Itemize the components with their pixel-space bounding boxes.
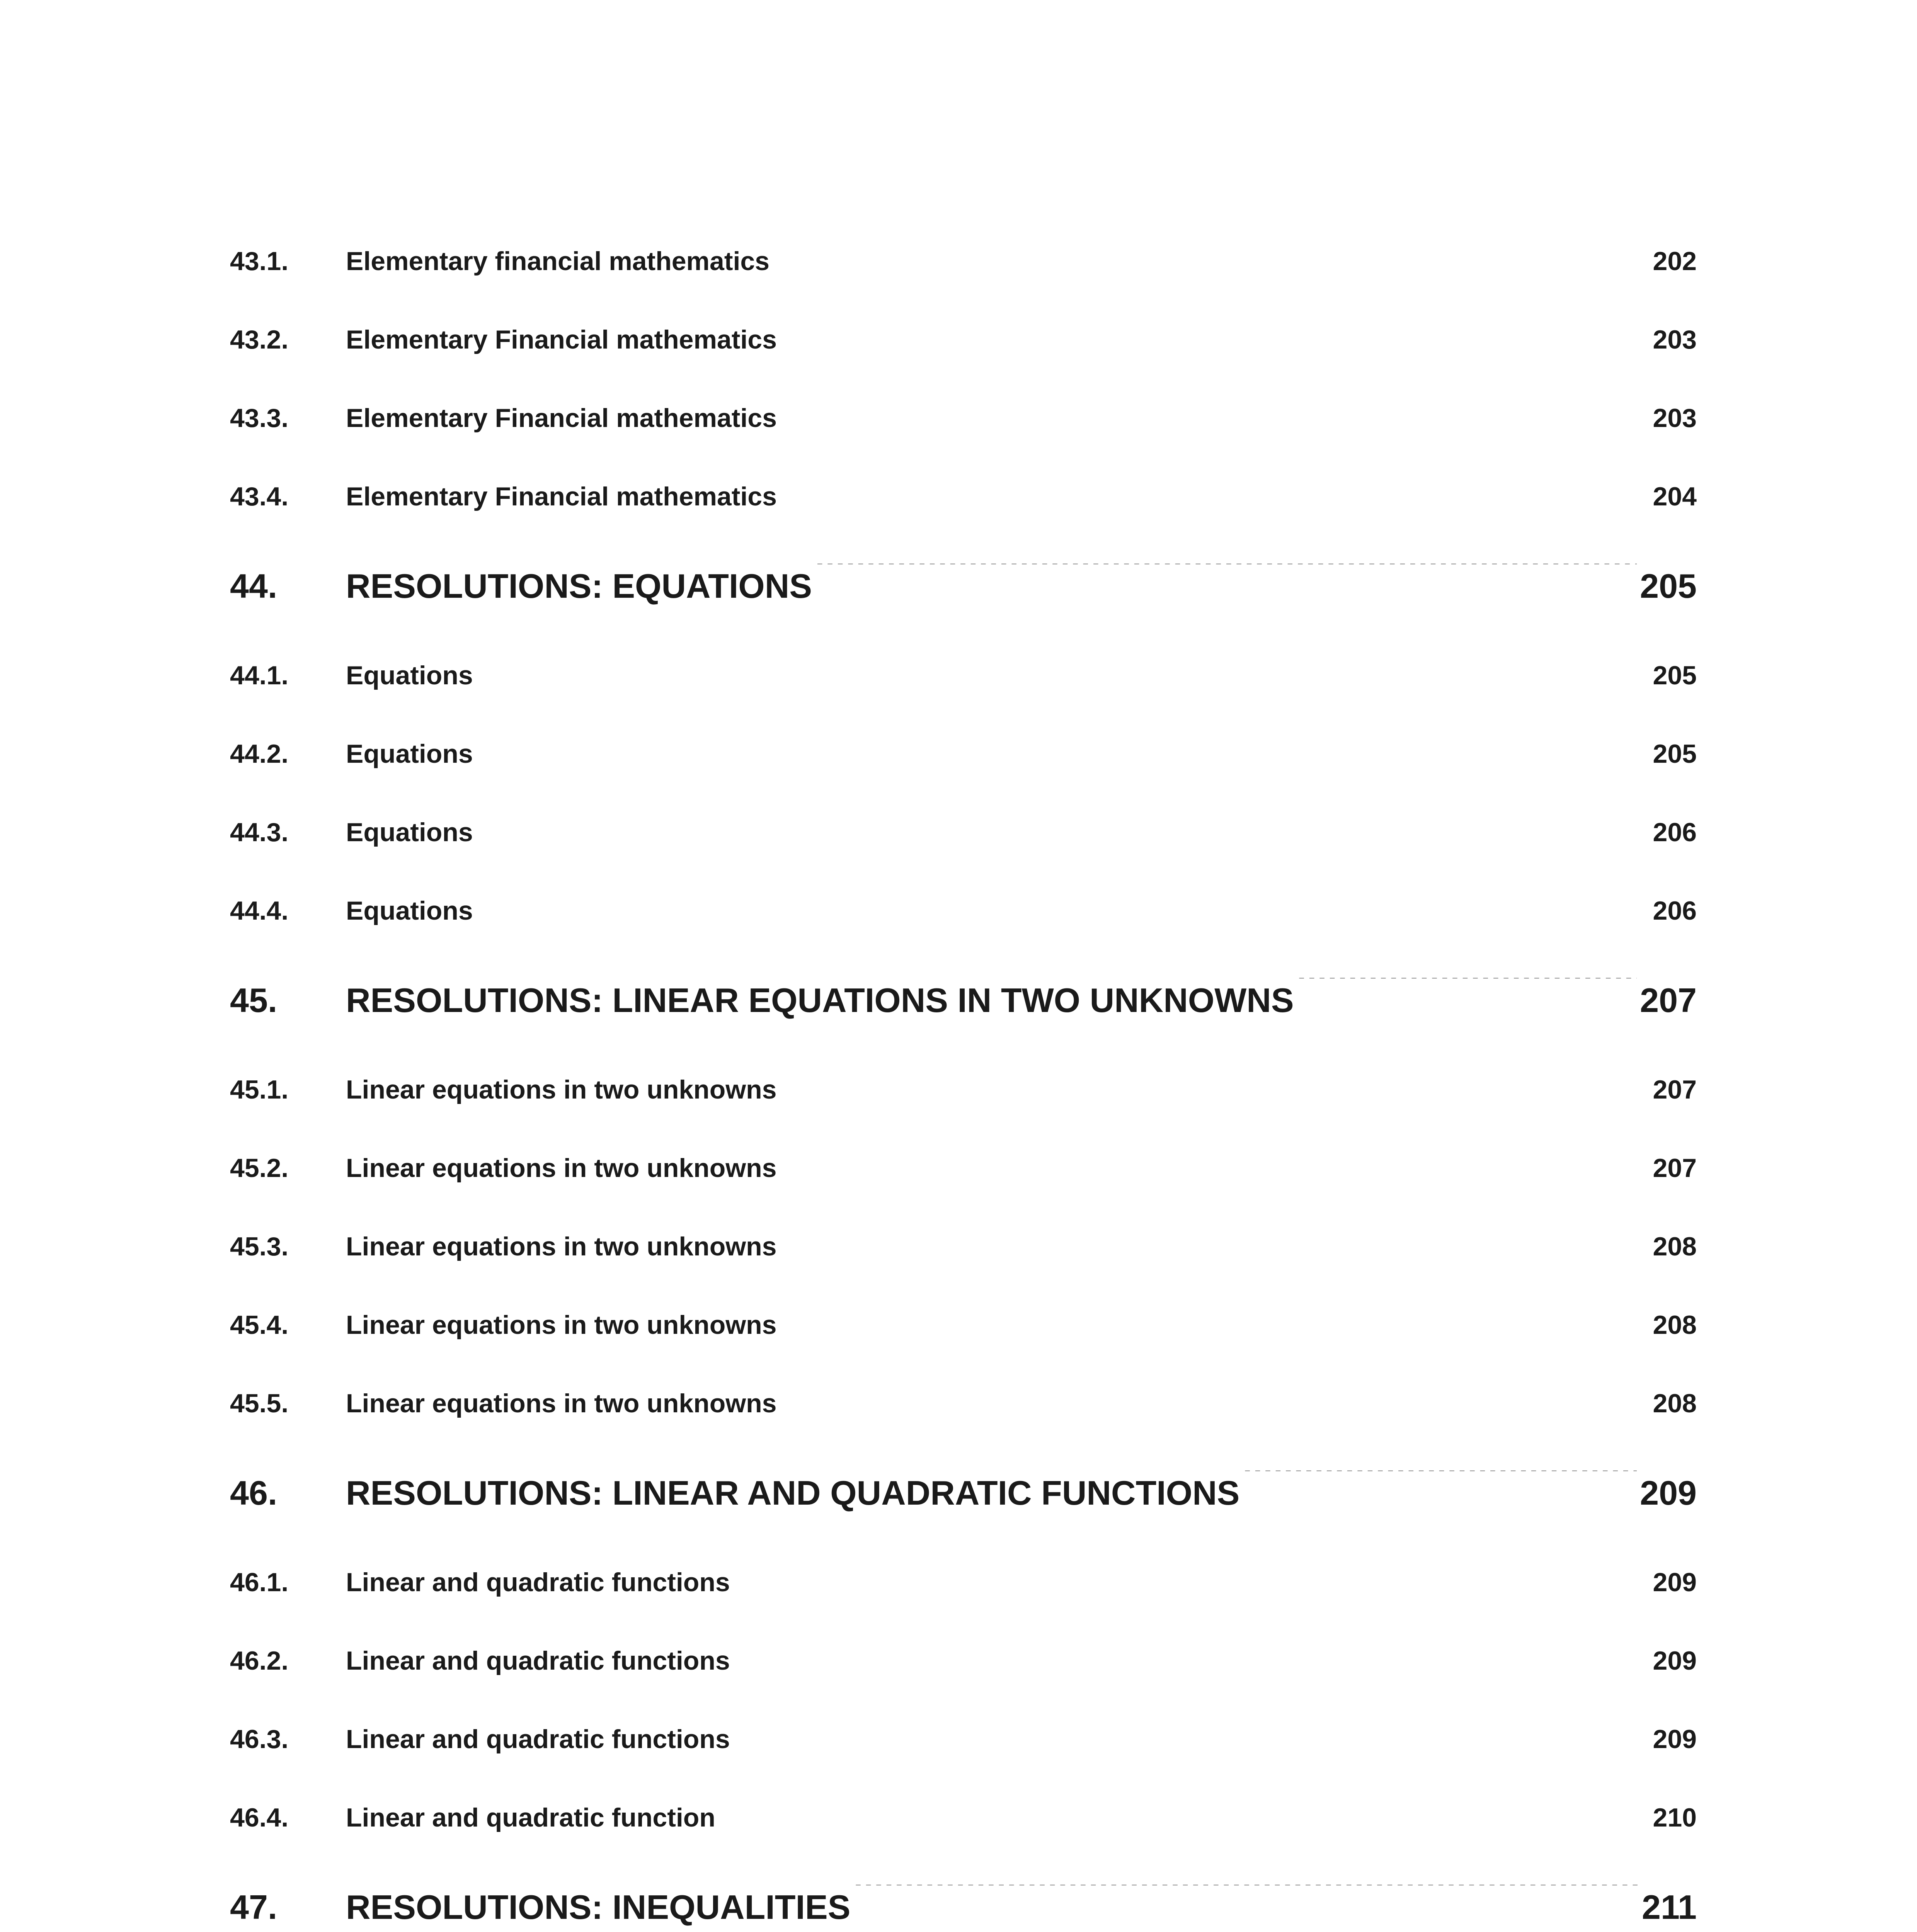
toc-entry-title: Linear equations in two unknowns xyxy=(346,1232,777,1261)
toc-chapter-page: 205 xyxy=(1640,567,1697,605)
toc-leader-dots xyxy=(733,1565,1650,1591)
toc-entry-title: Equations xyxy=(346,818,473,847)
toc-entry[interactable] xyxy=(230,1286,1697,1364)
toc-leader-dots xyxy=(733,1643,1650,1670)
toc-leader-dots xyxy=(476,893,1650,920)
toc-entry-page: 208 xyxy=(1653,1389,1697,1418)
toc-leader-dots xyxy=(780,322,1650,349)
toc-entry-title: Equations xyxy=(346,896,473,925)
toc-entry-number: 44.1. xyxy=(230,661,289,690)
toc-entry-page: 203 xyxy=(1653,325,1697,354)
toc-leader-dots xyxy=(718,1800,1650,1827)
toc-leader-dots xyxy=(780,1229,1650,1255)
toc-chapter[interactable] xyxy=(230,950,1697,1051)
toc-entry-number: 44.2. xyxy=(230,739,289,769)
toc-entry-title: Equations xyxy=(346,661,473,690)
toc-entry-number: 45.5. xyxy=(230,1389,289,1418)
toc-entry-number: 45.2. xyxy=(230,1153,289,1183)
toc-leader-dots xyxy=(780,1308,1650,1334)
toc-entry[interactable] xyxy=(230,1208,1697,1286)
table-of-contents xyxy=(230,222,1697,1932)
toc-leader-dots xyxy=(780,1072,1650,1099)
toc-entry-number: 45.4. xyxy=(230,1310,289,1340)
toc-entry[interactable] xyxy=(230,1129,1697,1208)
toc-entry[interactable] xyxy=(230,872,1697,950)
toc-entry-number: 44.3. xyxy=(230,818,289,847)
toc-entry-number: 46.1. xyxy=(230,1568,289,1597)
toc-chapter-title: RESOLUTIONS: LINEAR AND QUADRATIC FUNCTIONS xyxy=(346,1474,1240,1512)
toc-entry-title: Linear equations in two unknowns xyxy=(346,1389,777,1418)
toc-entry-page: 208 xyxy=(1653,1310,1697,1340)
toc-leader-dots xyxy=(476,815,1650,841)
toc-leader-dots xyxy=(1297,978,1637,1012)
toc-leader-dots xyxy=(1243,1471,1637,1505)
toc-chapter-title: RESOLUTIONS: EQUATIONS xyxy=(346,567,812,605)
toc-entry[interactable] xyxy=(230,1779,1697,1857)
toc-entry-number: 43.2. xyxy=(230,325,289,354)
toc-entry-page: 206 xyxy=(1653,818,1697,847)
toc-leader-dots xyxy=(780,1386,1650,1412)
toc-entry-number: 46.2. xyxy=(230,1646,289,1675)
toc-entry-title: Elementary financial mathematics xyxy=(346,247,770,276)
toc-entry[interactable] xyxy=(230,457,1697,536)
toc-entry[interactable] xyxy=(230,1364,1697,1443)
toc-chapter-number: 46. xyxy=(230,1474,278,1512)
toc-chapter-title: RESOLUTIONS: LINEAR EQUATIONS IN TWO UNKNOWNS xyxy=(346,981,1294,1019)
toc-leader-dots xyxy=(733,1722,1650,1748)
toc-entry-page: 207 xyxy=(1653,1153,1697,1183)
toc-leader-dots xyxy=(476,658,1650,684)
toc-entry-title: Elementary Financial mathematics xyxy=(346,325,777,354)
toc-entry-number: 46.3. xyxy=(230,1725,289,1754)
toc-entry-page: 209 xyxy=(1653,1725,1697,1754)
toc-leader-dots xyxy=(853,1885,1639,1919)
toc-chapter[interactable] xyxy=(230,536,1697,636)
toc-chapter[interactable] xyxy=(230,1443,1697,1543)
toc-entry-page: 208 xyxy=(1653,1232,1697,1261)
toc-entry-page: 209 xyxy=(1653,1568,1697,1597)
toc-chapter-page: 209 xyxy=(1640,1474,1697,1512)
toc-entry-page: 210 xyxy=(1653,1803,1697,1832)
toc-chapter-page: 207 xyxy=(1640,981,1697,1019)
toc-entry[interactable] xyxy=(230,301,1697,379)
toc-chapter[interactable] xyxy=(230,1857,1697,1932)
toc-chapter-number: 45. xyxy=(230,981,278,1019)
toc-entry-title: Elementary Financial mathematics xyxy=(346,482,777,511)
toc-chapter-number: 44. xyxy=(230,567,278,605)
toc-entry-page: 207 xyxy=(1653,1075,1697,1104)
toc-entry[interactable] xyxy=(230,1051,1697,1129)
toc-entry-title: Linear and quadratic functions xyxy=(346,1646,730,1675)
toc-entry-title: Linear equations in two unknowns xyxy=(346,1153,777,1183)
toc-entry-number: 43.3. xyxy=(230,403,289,433)
toc-entry[interactable] xyxy=(230,1622,1697,1700)
toc-entry-title: Linear and quadratic functions xyxy=(346,1725,730,1754)
toc-leader-dots xyxy=(780,479,1650,505)
toc-leader-dots xyxy=(476,736,1650,763)
toc-entry[interactable] xyxy=(230,1700,1697,1779)
toc-chapter-title: RESOLUTIONS: INEQUALITIES xyxy=(346,1888,851,1926)
toc-entry-number: 43.4. xyxy=(230,482,289,511)
toc-entry-title: Linear and quadratic functions xyxy=(346,1568,730,1597)
toc-entry-page: 203 xyxy=(1653,403,1697,433)
toc-entry-title: Equations xyxy=(346,739,473,769)
toc-entry-title: Linear equations in two unknowns xyxy=(346,1310,777,1340)
toc-entry-page: 202 xyxy=(1653,247,1697,276)
toc-entry[interactable] xyxy=(230,379,1697,457)
toc-leader-dots xyxy=(773,244,1650,270)
toc-entry-number: 45.3. xyxy=(230,1232,289,1261)
toc-entry[interactable] xyxy=(230,715,1697,793)
toc-entry-title: Linear equations in two unknowns xyxy=(346,1075,777,1104)
toc-entry-page: 204 xyxy=(1653,482,1697,511)
toc-entry-page: 205 xyxy=(1653,739,1697,769)
toc-entry-number: 43.1. xyxy=(230,247,289,276)
toc-entry[interactable] xyxy=(230,1543,1697,1622)
toc-chapter-page: 211 xyxy=(1642,1888,1697,1926)
toc-entry-number: 45.1. xyxy=(230,1075,289,1104)
toc-entry[interactable] xyxy=(230,222,1697,301)
toc-entry-title: Elementary Financial mathematics xyxy=(346,403,777,433)
toc-entry-number: 44.4. xyxy=(230,896,289,925)
toc-entry-number: 46.4. xyxy=(230,1803,289,1832)
toc-entry[interactable] xyxy=(230,636,1697,715)
toc-leader-dots xyxy=(780,1151,1650,1177)
toc-entry[interactable] xyxy=(230,793,1697,872)
toc-entry-page: 209 xyxy=(1653,1646,1697,1675)
toc-leader-dots xyxy=(815,564,1637,598)
toc-entry-page: 206 xyxy=(1653,896,1697,925)
toc-entry-page: 205 xyxy=(1653,661,1697,690)
toc-chapter-number: 47. xyxy=(230,1888,278,1926)
toc-leader-dots xyxy=(780,401,1650,427)
toc-entry-title: Linear and quadratic function xyxy=(346,1803,715,1832)
